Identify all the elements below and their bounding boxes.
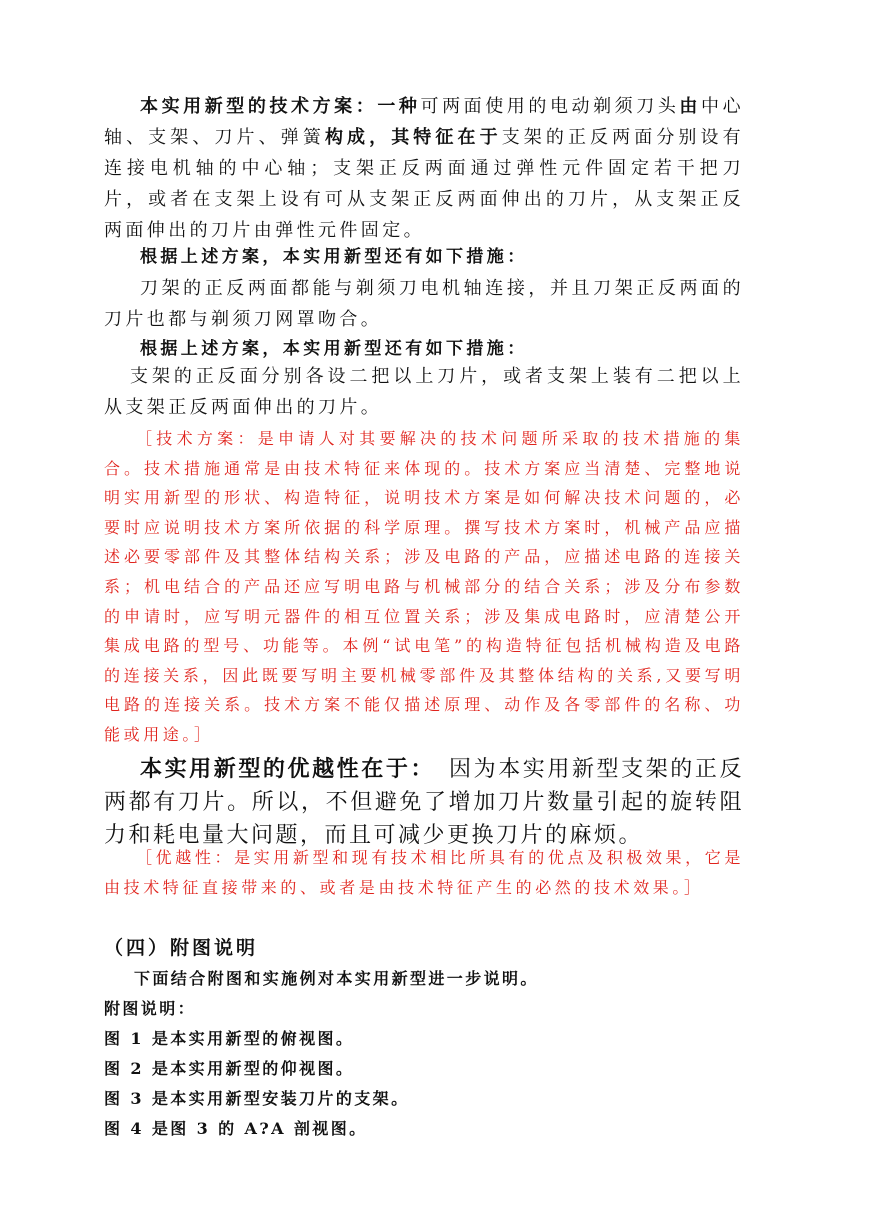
tech-solution-label-feature: 构成，其特征在于: [324, 127, 502, 148]
measure1-heading: 根据上述方案，本实用新型还有如下措施：: [140, 247, 528, 267]
tech-solution-subject: 可两面使用的电动剃须刀头: [420, 96, 680, 117]
figure-item-1: 图 1 是本实用新型的俯视图。: [104, 1029, 355, 1048]
measure2-heading: 根据上述方案，本实用新型还有如下措施：: [140, 339, 528, 359]
tech-solution-note: ［技术方案：是申请人对其要解决的技术问题所采取的技术措施的集合。技术措施通常是由技术特征来体现的。技术方案应当清楚、完整地说明实用新型的形状、构造特征，说明技术方案是如何解决技术问题的，必要时应说明技术方案所依据的科学原理。撰写技术方案时，机械产品应描述必要零部件及其整体结构关系；涉及电路的产品，应描述电路的连接关系；机电结合的产品还应写明电路与机械部分的结合关系；涉及分布参数的申请时，应写明元器件的相互位置关系；涉及集成电路时，应清楚公开集成电路的型号、功能等。本例“试电笔”的构造特征包括机械构造及电路的连接关系，因此既要写明主要机械零部件及其整体结构的关系,又要写明电路的连接关系。技术方案不能仅描述原理、动作及各零部件的名称、功能或用途。］: [104, 429, 744, 744]
advantage-text: 因为本实用新型支架的正反两都有刀片。所以，不但避免了增加刀片数量引起的旋转阻力和耗电量大问题，而且可减少更换刀片的麻烦。: [104, 757, 744, 848]
tech-solution-feature-text: 支架的正反两面分别设有连接电机轴的中心轴；支架正反两面通过弹性元件固定若干把刀片，或者在支架上设有可从支架正反两面伸出的刀片，从支架正反两面伸出的刀片由弹性元件固定。: [104, 127, 745, 241]
advantage-label: 本实用新型的优越性在于：: [140, 756, 436, 782]
advantage-note: ［优越性：是实用新型和现有技术相比所具有的优点及积极效果，它是由技术特征直接带来的、或者是由技术特征产生的必然的技术效果。］: [104, 848, 744, 897]
figures-label: 附图说明：: [104, 999, 197, 1018]
advantage-paragraph: [104, 753, 744, 852]
figure-item-4: 图 4 是图 3 的 A?A 剖视图。: [104, 1119, 368, 1138]
figures-heading: （四）附图说明: [104, 937, 259, 959]
measure2-text: 支架的正反面分别各设二把以上刀片，或者支架上装有二把以上从支架正反两面伸出的刀片。: [104, 366, 744, 418]
figure-item-2: 图 2 是本实用新型的仰视图。: [104, 1059, 355, 1078]
figure-item-3: 图 3 是本实用新型安装刀片的支架。: [104, 1089, 410, 1108]
tech-solution-paragraph: [104, 91, 744, 246]
tech-solution-label-kind: 一种: [377, 96, 421, 117]
tech-solution-label-by: 由: [679, 96, 701, 117]
figures-intro: 下面结合附图和实施例对本实用新型进一步说明。: [134, 969, 539, 988]
measure1-text: 刀架的正反两面都能与剃须刀电机轴连接，并且刀架正反两面的刀片也都与剃须刀网罩吻合。: [104, 278, 744, 330]
tech-solution-label: 本实用新型的技术方案：: [140, 96, 378, 117]
tech-solution-components: 中心轴、支架、刀片、弹簧: [104, 96, 744, 148]
